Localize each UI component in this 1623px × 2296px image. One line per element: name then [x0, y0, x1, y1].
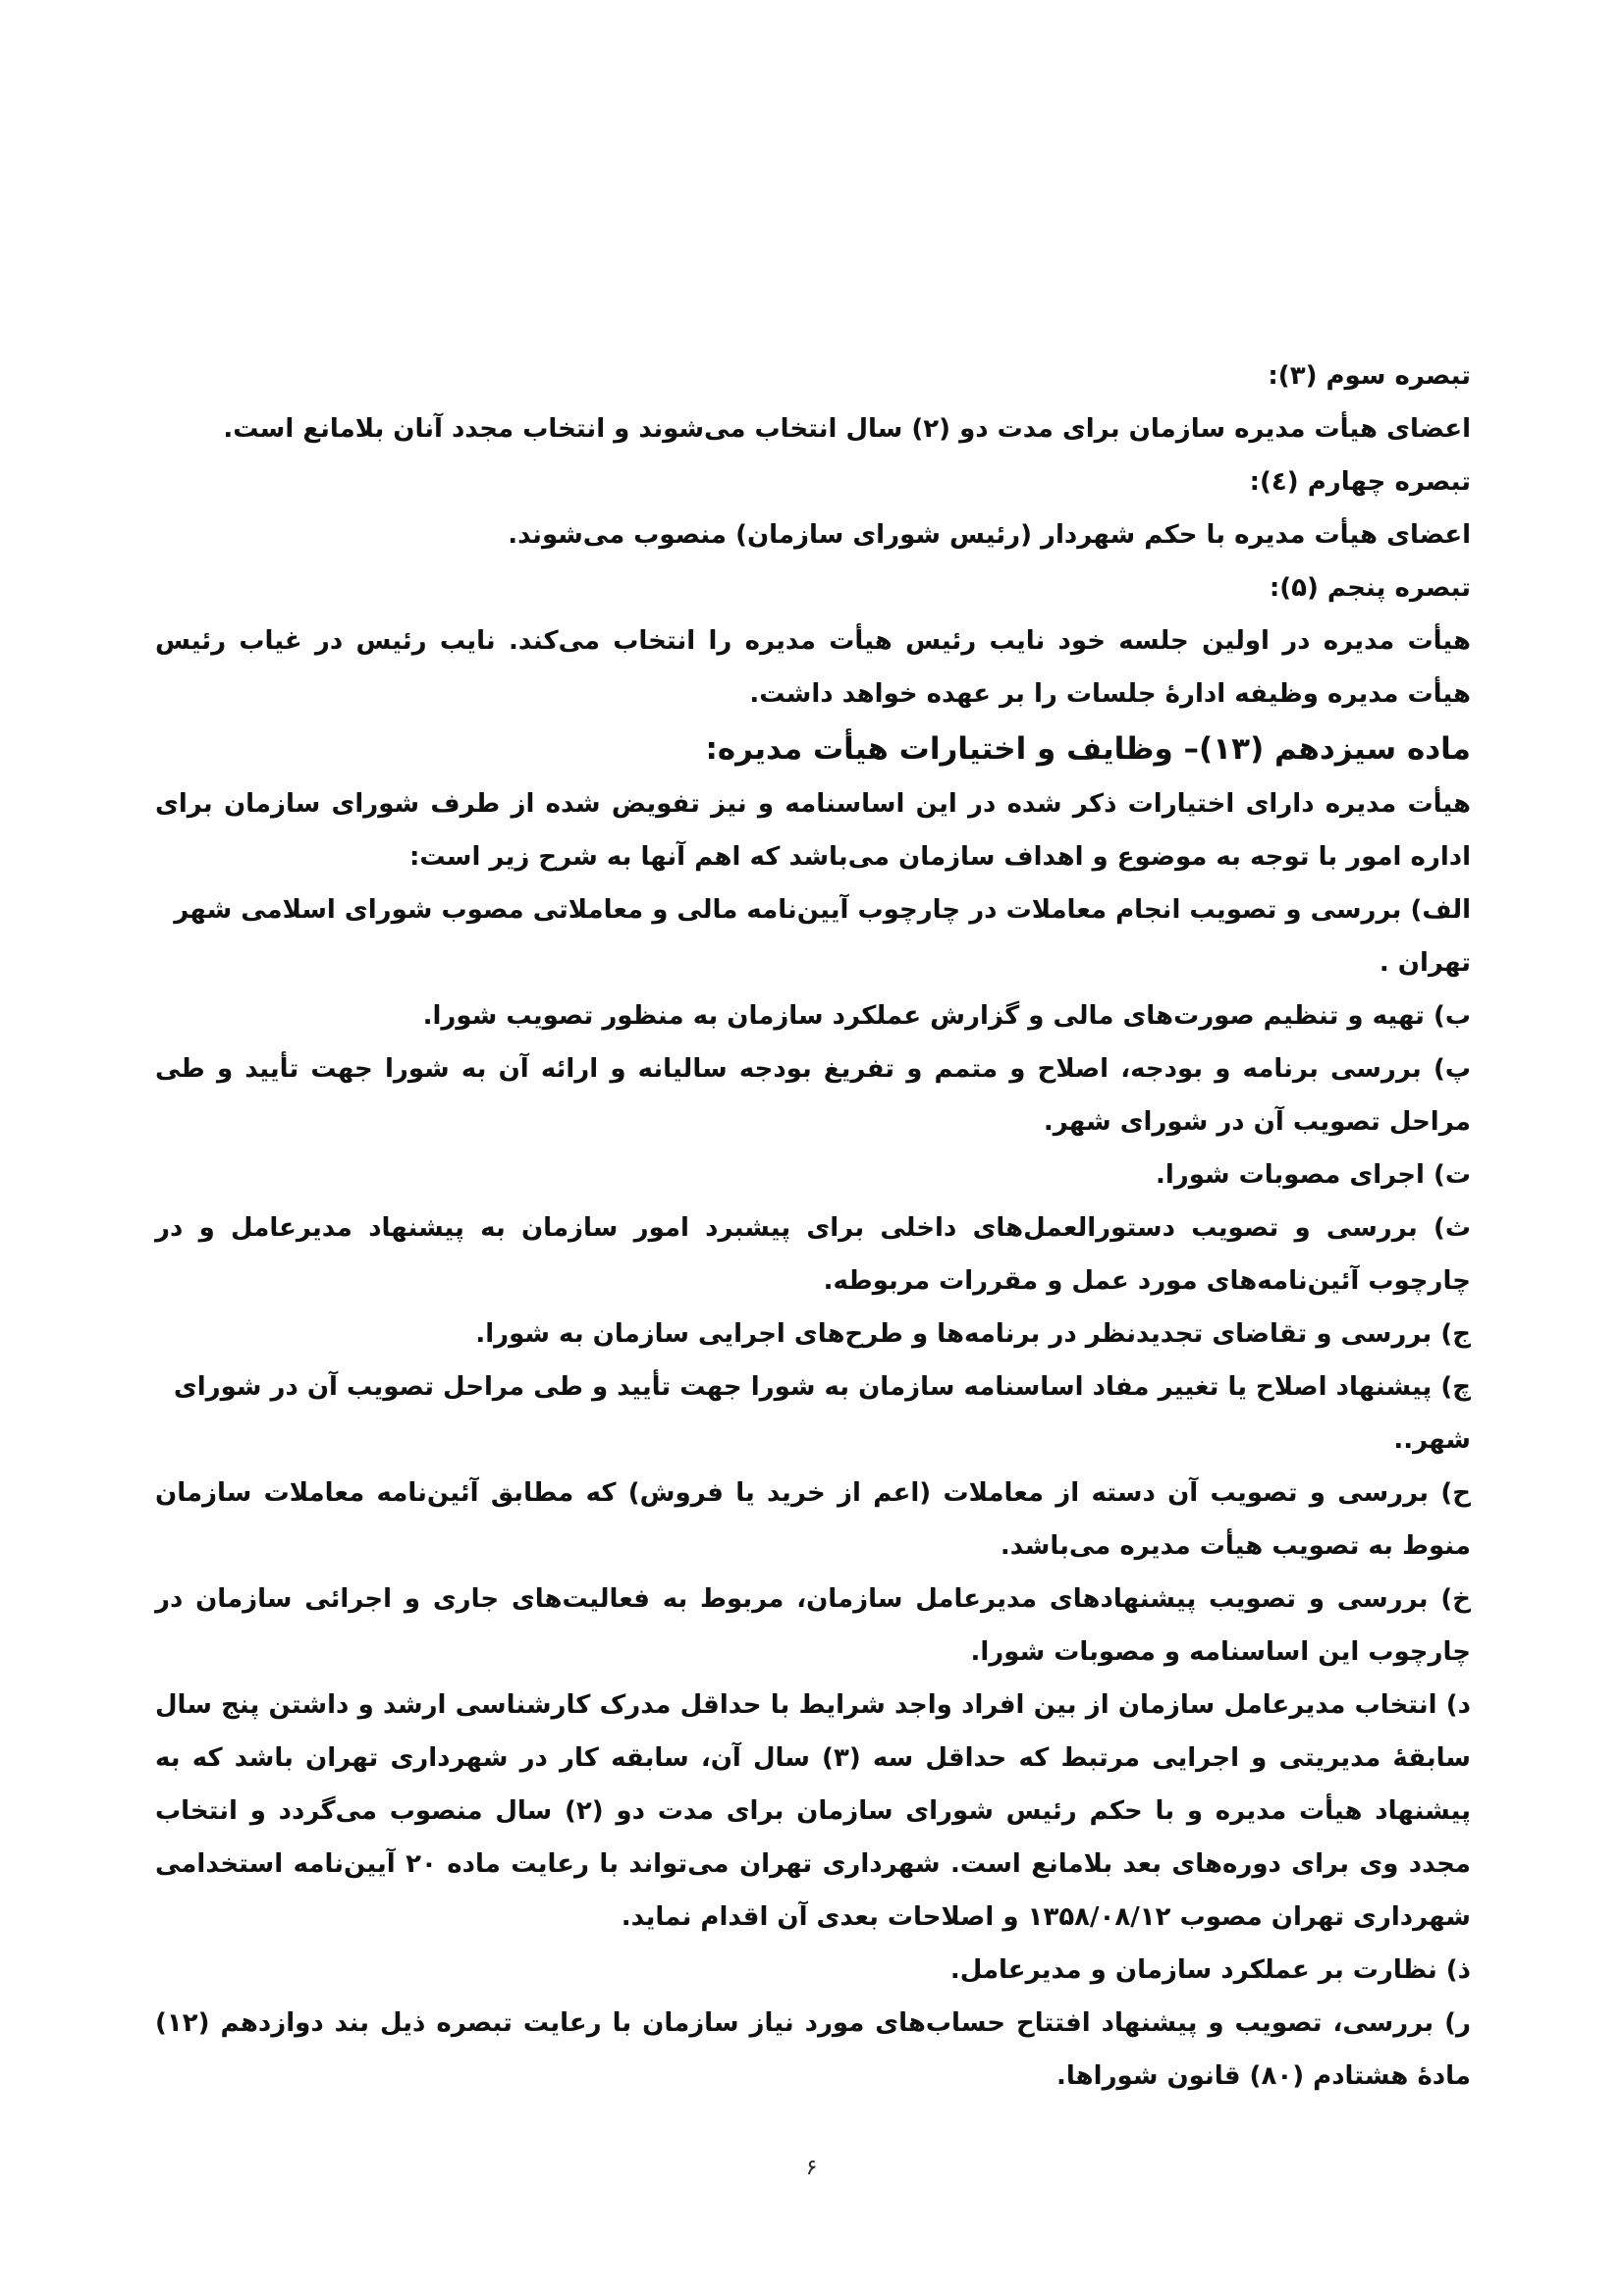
article-item-pe: پ) بررسی برنامه و بودجه، اصلاح و متمم و تفریغ بودجه سالیانه و ارائه آن به شورا جهت تأیید و طی مراحل تصویب آن در شورای شهر.	[155, 1054, 1471, 1137]
article-13-title: ماده سیزدهم (۱۳)– وظایف و اختیارات هیأت مدیره:	[705, 731, 1471, 767]
note-4-body: اعضای هیأت مدیره با حکم شهردار (رئیس شورای سازمان) منصوب می‌شوند.	[508, 520, 1471, 550]
article-item-he: ح) بررسی و تصویب آن دسته از معاملات (اعم از خرید یا فروش) که مطابق آئین‌نامه معاملات سازمان منوط به تصویب هیأت مدیره می‌باشد.	[155, 1478, 1471, 1561]
article-item-re: ر) بررسی، تصویب و پیشنهاد افتتاح حساب‌های مورد نیاز سازمان با رعایت تبصره ذیل بند دوازدهم (۱۲) مادهٔ هشتادم (۸۰) قانون شوراها.	[155, 2008, 1471, 2091]
note-5-title: تبصره پنجم (۵):	[1269, 573, 1471, 603]
article-13-intro: هیأت مدیره دارای اختیارات ذکر شده در این اساسنامه و نیز تفویض شده از طرف شورای سازمان برای اداره امور با توجه به موضوع و اهداف سازمان می‌باشد که اهم آنها به شرح زیر است:	[155, 789, 1471, 872]
document-page	[155, 349, 1471, 2103]
article-item-khe: خ) بررسی و تصویب پیشنهادهای مدیرعامل سازمان، مربوط به فعالیت‌های جاری و اجرائی سازمان در چارچوب این اساسنامه و مصوبات شورا.	[155, 1584, 1471, 1667]
article-item-jim: ج) بررسی و تقاضای تجدیدنظر در برنامه‌ها و طرح‌های اجرایی سازمان به شورا.	[475, 1319, 1471, 1349]
article-item-che: چ) پیشنهاد اصلاح یا تغییر مفاد اساسنامه سازمان به شورا جهت تأیید و طی مراحل تصویب آن در شورای شهر..	[173, 1372, 1471, 1455]
article-item-te: ت) اجرای مصوبات شورا.	[1155, 1160, 1471, 1190]
article-item-zal: ذ) نظارت بر عملکرد سازمان و مدیرعامل.	[949, 1955, 1471, 1985]
article-item-dal: د) انتخاب مدیرعامل سازمان از بین افراد واجد شرایط با حداقل مدرک کارشناسی ارشد و داشتن پنج سال سابقهٔ مدیریتی و اجرایی مرتبط که حداقل سه (۳) سال آن، سابقه کار در شهرداری تهران باشد که به پیشنهاد هیأت مدیره و با حکم رئیس شورای سازمان برای مدت دو (۲) سال منصوب می‌گردد و انتخاب مجدد وی برای دوره‌های بعد بلامانع است. شهرداری تهران می‌تواند با رعایت ماده ۲۰ آیین‌نامه استخدامی شهرداری تهران مصوب ۱۳۵۸/۰۸/۱۲ و اصلاحات بعدی آن اقدام نماید.	[155, 1690, 1472, 1932]
note-5-body: هیأت مدیره در اولین جلسه خود نایب رئیس هیأت مدیره را انتخاب می‌کند. نایب رئیس در غیاب رئیس هیأت مدیره وظیفه ادارهٔ جلسات را بر عهده خواهد داشت.	[155, 626, 1471, 709]
article-item-be: ب) تهیه و تنظیم صورت‌های مالی و گزارش عملکرد سازمان به منظور تصویب شورا.	[422, 1001, 1471, 1031]
note-3-body: اعضای هیأت مدیره سازمان برای مدت دو (۲) سال انتخاب می‌شوند و انتخاب مجدد آنان بلامانع است.	[223, 414, 1471, 444]
note-4-title: تبصره چهارم (٤):	[1249, 467, 1471, 497]
article-item-alef: الف) بررسی و تصویب انجام معاملات در چارچوب آیین‌نامه مالی و معاملاتی مصوب شورای اسلامی شهر تهران .	[174, 895, 1471, 978]
article-item-se: ث) بررسی و تصویب دستورالعمل‌های داخلی برای پیشبرد امور سازمان به پیشنهاد مدیرعامل و در چارچوب آئین‌نامه‌های مورد عمل و مقررات مربوطه.	[155, 1213, 1471, 1296]
note-3-title: تبصره سوم (۳):	[1268, 361, 1471, 391]
page-number: ۶	[805, 2156, 818, 2180]
